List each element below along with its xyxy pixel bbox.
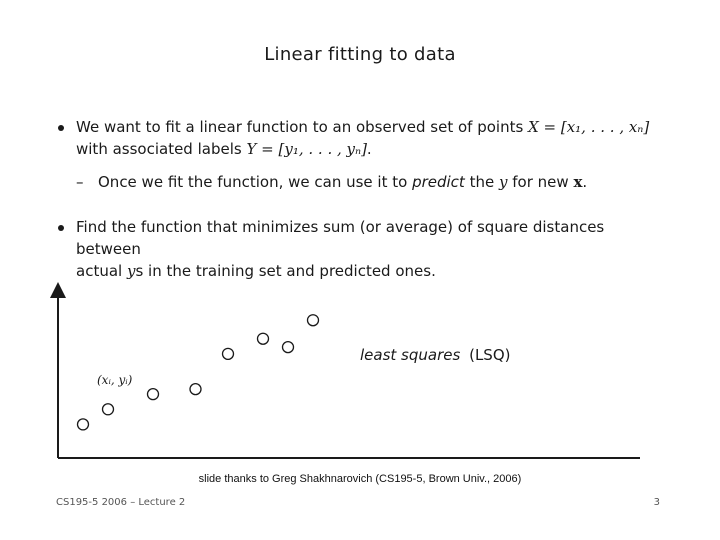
point-label: (xᵢ, yᵢ) [97, 373, 133, 387]
sub-mid: the [469, 173, 495, 191]
data-point [283, 342, 294, 353]
data-point [223, 348, 234, 359]
data-point [78, 419, 89, 430]
scatter-plot [0, 280, 720, 465]
footer-left: CS195-5 2006 – Lecture 2 [56, 497, 186, 508]
bullet-2-line1: Find the function that minimizes sum (or average) of square distances between [76, 218, 605, 258]
slide-title: Linear fitting to data [264, 44, 456, 65]
bullet-1-end: . [366, 140, 372, 158]
sub-math-x: x [573, 173, 583, 191]
bullet-1-math-y: Y = [y₁, . . . , yₙ] [246, 140, 367, 158]
sub-bullet-text [98, 171, 673, 193]
bullet-2-math-y: y [126, 262, 136, 280]
bullet-1-line1: We want to fit a linear function to an observed set of points [76, 118, 524, 136]
sub-emph: predict [412, 173, 465, 191]
data-point [148, 389, 159, 400]
lsq-plain: (LSQ) [469, 346, 511, 364]
bullet-dot-icon [58, 225, 64, 231]
lsq-annotation [360, 346, 510, 364]
data-point [308, 315, 319, 326]
bullet-1-text [76, 116, 673, 160]
lsq-emph: least squares [360, 346, 461, 364]
sub-bullet [58, 171, 673, 193]
dash-icon: – [76, 173, 84, 191]
sub-post: for new [512, 173, 569, 191]
bullet-2 [58, 216, 673, 282]
bullet-1-line2: with associated labels [76, 140, 242, 158]
bullet-1 [58, 116, 673, 160]
bullet-2-post: s in the training set and predicted ones. [135, 262, 436, 280]
data-point [103, 404, 114, 415]
data-point [190, 384, 201, 395]
bullet-2-pre: actual [76, 262, 123, 280]
page-number: 3 [653, 497, 660, 508]
credit-text: slide thanks to Greg Shakhnarovich (CS195-5, Brown Univ., 2006) [198, 473, 522, 485]
bullet-1-math-x: X = [x₁, . . . , xₙ] [528, 118, 650, 136]
sub-math-y: y [499, 173, 508, 191]
sub-end: . [582, 173, 588, 191]
data-point [258, 333, 269, 344]
bullet-dot-icon [58, 125, 64, 131]
bullet-2-text [76, 216, 673, 282]
sub-pre: Once we fit the function, we can use it to [98, 173, 408, 191]
